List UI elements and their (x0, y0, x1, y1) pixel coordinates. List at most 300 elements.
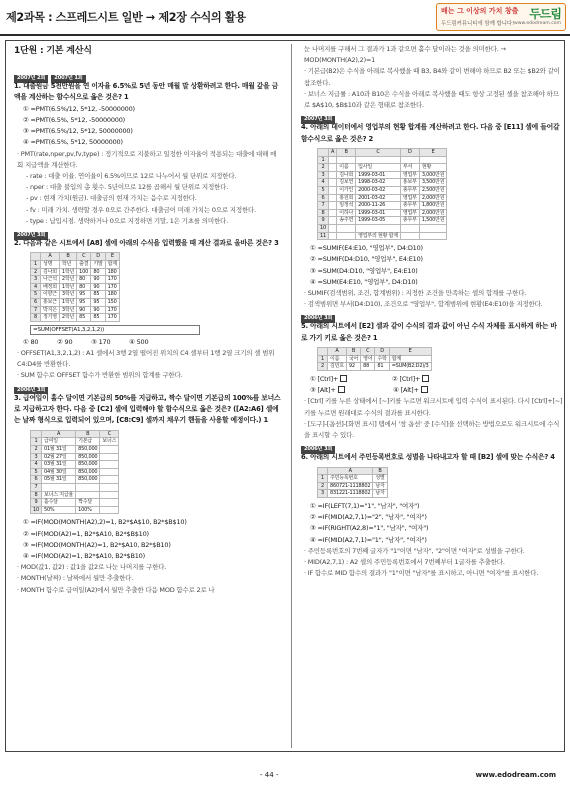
unit-title: 1단원 : 기본 계산식 (14, 46, 92, 56)
exam-tag: 2006년 3회 (301, 446, 335, 454)
explanation: · OFFSET(A1,3,2,1,2) : A1 셀에서 3행 2열 떨어진 위치의 C4 셀부터 1행 2열 크기의 셀 범위 C4:D4를 반환한다. (17, 349, 275, 369)
sheet-cell: 1,800만원 (419, 202, 447, 210)
sheet-cell: 831221-1118802 (328, 490, 373, 498)
column-header: E (389, 348, 431, 356)
sheet-cell: 850,000 (76, 476, 100, 484)
explanation: · SUM 함수로 OFFSET 함수가 반환한 범위의 합계를 구한다. (17, 371, 183, 380)
row-number: 3 (318, 490, 328, 498)
exam-tag: 2007년 2회 (14, 75, 48, 83)
sheet-cell (328, 209, 336, 217)
sheet-cell (328, 194, 336, 202)
sheet-row (31, 268, 120, 276)
column-header: C (361, 348, 375, 356)
column-header: B (76, 430, 100, 438)
row-number: 9 (318, 217, 329, 225)
row-number: 7 (31, 306, 41, 314)
explanation: 눈 나머지를 구해서 그 결과가 1과 같으면 홀수 달이라는 것을 의미한다. → MOD(MONTH(A2),2)=1 (304, 45, 506, 65)
sheet-cell: 95 (77, 291, 91, 299)
sheet-row (318, 187, 447, 195)
sheet-cell: 170 (105, 283, 119, 291)
row-number: 6 (31, 476, 42, 484)
sheet-cell: 배정희 (41, 283, 60, 291)
option: ① =IF(MOD(MONTH(A2),2)=1, B2*$A$10, B2*$B$10) (23, 518, 187, 527)
sheet-cell: 850,000 (76, 453, 100, 461)
explanation: · IF 함수로 MID 함수의 결과가 "1"이면 "남자"를 표시하고, 아니면 "여자"를 표시한다. (304, 569, 539, 578)
sheet-row (318, 232, 447, 240)
explanation: · SUMIF(검색범위, 조건, 합계범위) : 지정한 조건을 만족하는 셀의 합계를 구한다. (304, 288, 527, 297)
explanation: - type : 납입시점. 생략하거나 0으로 지정하면 기말, 1은 기초를 의미한다. (26, 216, 228, 225)
column-divider (291, 44, 292, 748)
sheet-cell: 2001-03-02 (356, 194, 401, 202)
formula-box: =SUM(OFFSET(A1,3,2,1,2)) (30, 325, 200, 335)
sheet-cell: 남자 (373, 490, 387, 498)
sheet-cell: 170 (105, 276, 119, 284)
option: ④ [Alt]+ (393, 386, 419, 395)
sheet-cell: 합계 (389, 355, 431, 363)
row-number: 8 (318, 209, 329, 217)
spreadsheet-table (317, 347, 432, 371)
sheet-row (31, 499, 119, 507)
sheet-header-row (31, 430, 119, 438)
column-header: C (356, 149, 401, 157)
sheet-cell: 2학년 (59, 276, 76, 284)
sheet-cell (100, 506, 119, 514)
brand-url: www.edodream.com (514, 21, 561, 26)
question-4: 4. 아래의 데이터에서 영업부의 현황 합계를 계산하려고 한다. 다음 중 [E11] 셀에 들어갈 함수식으로 옳은 것은? 2 (301, 123, 560, 143)
row-number: 9 (31, 499, 42, 507)
row-number: 2 (318, 482, 328, 490)
sheet-cell: 03월 31일 (41, 461, 75, 469)
explanation: · MOD(값1, 값2) : 값1을 값2로 나눈 나머지를 구한다. (17, 563, 167, 572)
row-number: 2 (318, 164, 329, 172)
column-header (31, 430, 42, 438)
sheet-cell (419, 232, 447, 240)
sheet-cell: 합계 (105, 261, 119, 269)
sheet-cell: 이향근 (41, 291, 60, 299)
sheet-cell: 홍보부 (400, 179, 419, 187)
sheet-cell (328, 224, 336, 232)
row-number: 3 (318, 171, 329, 179)
row-number: 4 (318, 179, 329, 187)
sheet-cell: 주민등록번호 (328, 475, 373, 483)
sheet-cell: 80 (77, 283, 91, 291)
row-number: 10 (31, 506, 42, 514)
sheet-row (31, 483, 119, 491)
sheet-header-row (318, 348, 432, 356)
spreadsheet-table (317, 148, 447, 240)
row-number: 1 (318, 475, 328, 483)
key-icon (421, 386, 428, 393)
option: ③ =PMT(6.5%/12, 5*12, 50000000) (23, 127, 133, 136)
column-header: E (419, 149, 447, 157)
option: ② =IF(MOD(A2)=1, B2*$A10, B2*$B$10) (23, 529, 149, 538)
sheet-cell: 2학년 (59, 314, 76, 322)
question-5: 5. 아래의 시트에서 [E2] 셀과 같이 수식의 결과 값이 아닌 수식 자체를 표시하게 하는 바로 가기 키로 옳은 것은? 1 (301, 322, 557, 342)
sheet-cell: 04월 30일 (41, 468, 75, 476)
sheet-row (318, 171, 447, 179)
sheet-cell (337, 156, 356, 164)
row-number: 2 (31, 446, 42, 454)
sheet-cell: 나근석 (41, 276, 60, 284)
option: ④ 500 (129, 337, 149, 346)
exam-tag: 2006년 3회 (14, 387, 48, 395)
sheet-cell: 100 (77, 268, 91, 276)
sheet-row (318, 363, 432, 371)
sheet-cell (328, 171, 336, 179)
column-header: C (100, 430, 119, 438)
explanation: · 보너스 지급률 : A10과 B10은 수식을 아래로 복사했을 때도 항상 고정된 셀을 참조해야 하므로 $A$10, $B$10과 같은 형태로 참조한다. (304, 89, 559, 110)
sheet-cell: 급여일 (41, 438, 75, 446)
option: ④ =SUM(E4:E10, "영업부", D4:D10) (310, 277, 418, 286)
sheet-cell: 총무부 (400, 187, 419, 195)
sheet-cell (100, 483, 119, 491)
sheet-row (318, 194, 447, 202)
option: ③ =SUM(D4:D10, "영업부", E4:E10) (310, 266, 418, 275)
left-column (14, 44, 282, 596)
key-icon (340, 375, 347, 382)
sheet-row (31, 506, 119, 514)
sheet-cell (328, 156, 336, 164)
sheet-cell: 김보연 (337, 179, 356, 187)
sheet-row (318, 202, 447, 210)
sheet-cell: 180 (105, 268, 119, 276)
column-header: A (328, 467, 373, 475)
option: ② =PMT(6.5%, 5*12, -50000000) (23, 116, 125, 125)
sheet-cell (328, 164, 336, 172)
sheet-cell: 01월 31일 (41, 446, 75, 454)
sheet-cell: 850,000 (76, 446, 100, 454)
option: ④ =IF(MOD(A2)=1, B2*$A10, B2*$B10) (23, 551, 145, 560)
row-number: 2 (31, 268, 41, 276)
sheet-cell: 영어 (361, 355, 375, 363)
exam-tag: 2007년 1회 (51, 75, 85, 83)
explanation: · 기본급(B2)은 수식을 아래로 복사했을 때 B3, B4와 같이 변해야 하므로 B2 또는 $B2와 같이 참조한다. (304, 67, 560, 87)
sheet-cell: 85 (91, 314, 105, 322)
sheet-cell: 남자 (373, 482, 387, 490)
sheet-row (318, 209, 447, 217)
sheet-cell: =SUM(B2:D2)/3 (389, 363, 431, 371)
sheet-cell: 영업부 (400, 171, 419, 179)
question-1: 1. 대출원금 5천만원을 연 이자율 6.5%로 5년 동안 매월 말 상환하려고 한다. 매월 갚을 금액을 계산하는 함수식으로 옳은 것은? 1 (14, 82, 279, 102)
sheet-cell: 90 (77, 306, 91, 314)
option: ② =SUMIF(D4:D10, "영업부", E4:E10) (310, 255, 423, 264)
exam-tag: 2007년 3회 (301, 116, 335, 124)
row-number: 1 (31, 438, 42, 446)
column-header: C (77, 253, 91, 261)
option: ② =IF(MID(A2,7,1)="2", "남자", "여자") (310, 513, 427, 522)
sheet-row (318, 355, 432, 363)
sheet-cell: 홍보근 (41, 299, 60, 307)
sheet-cell: 150 (105, 299, 119, 307)
sheet-cell: 2,500만원 (419, 187, 447, 195)
sheet-cell: 50% (41, 506, 75, 514)
spreadsheet-table (30, 430, 119, 515)
sheet-row (318, 164, 447, 172)
sheet-cell: 영업부의 현황 합계 (356, 232, 401, 240)
sheet-cell: 81 (375, 363, 389, 371)
sheet-cell (328, 179, 336, 187)
sheet-cell (100, 461, 119, 469)
option: ③ =IF(MOD(MONTH(A2)=1, B2*$A10, B2*$B10) (23, 540, 171, 549)
sheet-cell: 이하나 (337, 209, 356, 217)
sheet-row (318, 217, 447, 225)
sheet-cell (328, 202, 336, 210)
row-number: 2 (318, 363, 328, 371)
sheet-cell: 김나희 (337, 171, 356, 179)
exam-tag: 2007년 3회 (14, 232, 48, 240)
explanation: - nper : 대출 불입의 총 횟수. 5년이므로 12를 곱해서 월 단위로 지정한다. (26, 183, 229, 192)
sheet-cell: 김나희 (41, 268, 60, 276)
sheet-cell: 1학년 (59, 268, 76, 276)
sheet-cell: 90 (91, 276, 105, 284)
sheet-cell: 92 (346, 363, 360, 371)
explanation: · 주민등록번호의 7번째 글자가 "1"이면 "남자", "2"이면 "여자"로 성별을 구한다. (304, 546, 525, 555)
sheet-cell: 수학 (375, 355, 389, 363)
sheet-cell: 850,000 (76, 468, 100, 476)
explanation: · MONTH(날짜) : 날짜에서 월만 추출한다. (17, 574, 134, 583)
sheet-cell: 짝수달 (76, 499, 100, 507)
footer-site: www.edodream.com (475, 771, 556, 779)
sheet-cell: 860721-1118802 (328, 482, 373, 490)
option-row (301, 374, 563, 385)
sheet-cell: 1학년 (59, 299, 76, 307)
sheet-cell: 이가인 (337, 187, 356, 195)
row-number: 1 (31, 261, 41, 269)
sheet-cell: 100% (76, 506, 100, 514)
sheet-cell: 90 (91, 306, 105, 314)
exam-tag: 2006년 3회 (301, 315, 335, 323)
right-column (301, 44, 563, 579)
sheet-cell (100, 491, 119, 499)
option: ④ =IF(MID(A2,7,1)="1", "남자", "여자") (310, 535, 427, 544)
sheet-cell: 88 (361, 363, 375, 371)
column-header (31, 253, 41, 261)
sheet-header-row (318, 149, 447, 157)
sheet-cell (100, 476, 119, 484)
sheet-cell: 3학년 (59, 291, 76, 299)
row-number: 7 (318, 202, 329, 210)
option-row (14, 337, 282, 348)
sheet-cell: 1,500만원 (419, 217, 447, 225)
option: ② 90 (57, 337, 73, 346)
brand-slogan: 배는 그 이상의 가치 창출 (441, 7, 519, 15)
sheet-cell: 2,000만원 (419, 209, 447, 217)
row-number: 8 (31, 491, 42, 499)
row-number: 5 (318, 187, 329, 195)
column-header: E (105, 253, 119, 261)
sheet-cell: 보너스 (100, 438, 119, 446)
sheet-cell: 김민호 (328, 363, 347, 371)
sheet-row (318, 475, 388, 483)
sheet-cell: 성명 (41, 261, 60, 269)
key-icon (422, 375, 429, 382)
key-icon (338, 386, 345, 393)
sheet-cell: 부서 (400, 164, 419, 172)
sheet-cell (100, 453, 119, 461)
sheet-row (318, 224, 447, 232)
sheet-cell (400, 224, 419, 232)
sheet-cell: 1999-03-01 (356, 209, 401, 217)
question-3: 3. 급여일이 홀수 달이면 기본급의 50%를 지급하고, 짝수 달이면 기본급의 100%를 보너스로 지급하고자 한다. 다음 중 [C2] 셀에 입력해야 할 함수식으로 옳은 것은? ([A2:A6] 셀에는 날짜 형식으로 입력되어 있으며, [C8:C9] 셀까지 채우기 핸들을 사용할 예정이다.) 1 (14, 393, 281, 425)
option-row (301, 385, 563, 396)
row-number: 6 (318, 194, 329, 202)
sheet-cell: 2000-11-26 (356, 202, 401, 210)
sheet-cell: 3,000만원 (419, 171, 447, 179)
column-header (318, 348, 328, 356)
sheet-cell: 총무부 (400, 202, 419, 210)
sheet-row (31, 461, 119, 469)
explanation: · MONTH 함수로 급여일(A2)에서 월만 추출한 다음 MOD 함수로 2로 나 (17, 585, 215, 594)
spreadsheet-table (317, 467, 388, 498)
row-number: 5 (31, 291, 41, 299)
sheet-cell (337, 232, 356, 240)
sheet-row (318, 482, 388, 490)
page-header (0, 0, 570, 36)
row-number: 8 (31, 314, 41, 322)
sheet-cell: 3,500만원 (419, 179, 447, 187)
sheet-cell: 95 (77, 299, 91, 307)
sheet-cell: 95 (91, 299, 105, 307)
sheet-cell: 학년 (59, 261, 76, 269)
sheet-cell: 보너스 지급율 (41, 491, 75, 499)
sheet-cell: 기말 (91, 261, 105, 269)
row-number: 7 (31, 483, 42, 491)
row-number: 4 (31, 283, 41, 291)
explanation: · 검색범위면 부서(D4:D10), 조건으로 "영업부", 합계범위에 현황(E4:E10)을 지정한다. (304, 300, 543, 309)
sheet-header-row (31, 253, 120, 261)
sheet-row (31, 291, 120, 299)
sheet-cell: 2,000만원 (419, 194, 447, 202)
sheet-cell: 180 (105, 291, 119, 299)
option: ① 80 (23, 337, 39, 346)
page-footer (0, 771, 570, 783)
sheet-header-row (318, 467, 388, 475)
option: ① =IF(LEFT(7,1)="1", "남자", "여자") (310, 501, 420, 510)
sheet-cell (328, 187, 336, 195)
sheet-cell: 05월 31일 (41, 476, 75, 484)
sheet-cell (328, 232, 336, 240)
sheet-cell: 이름 (328, 355, 347, 363)
column-header (318, 149, 329, 157)
row-number: 3 (31, 276, 41, 284)
question-6: 6. 아래의 시트에서 주민등록번호로 성별을 나타내고자 할 때 [B2] 셀에 맞는 수식은? 4 (301, 453, 555, 462)
column-header (318, 467, 328, 475)
option: ① =PMT(6.5%/12, 5*12, -50000000) (23, 104, 135, 113)
sheet-row (31, 446, 119, 454)
sheet-row (31, 476, 119, 484)
column-header: A (328, 149, 336, 157)
spreadsheet-table (30, 252, 120, 321)
sheet-row (31, 306, 120, 314)
option: ① =SUMIF(E4:E10, "영업부", D4:D10) (310, 244, 423, 253)
sheet-cell (356, 224, 401, 232)
column-header: B (373, 467, 387, 475)
sheet-cell: 850,000 (76, 461, 100, 469)
chapter-title: 제2과목 : 스프레드시트 일반 → 제2장 수식의 활용 (6, 11, 246, 24)
sheet-cell (41, 483, 75, 491)
sheet-cell: 80 (77, 276, 91, 284)
sheet-row (31, 468, 119, 476)
row-number: 3 (31, 453, 42, 461)
sheet-cell (419, 156, 447, 164)
sheet-cell: 임정석 (337, 202, 356, 210)
sheet-cell: 총무부 (400, 217, 419, 225)
option: ③ [Alt]+ (310, 386, 336, 395)
row-number: 11 (318, 232, 329, 240)
explanation: - rate : 대출 이율. 연이율이 6.5%이므로 12로 나누어서 월 단위로 지정한다. (26, 172, 237, 181)
column-header: B (337, 149, 356, 157)
sheet-cell: 170 (105, 306, 119, 314)
column-header: B (59, 253, 76, 261)
sheet-row (318, 156, 447, 164)
sheet-cell (100, 499, 119, 507)
option: ① [Ctrl]+ (310, 374, 339, 383)
row-number: 6 (31, 299, 41, 307)
sheet-cell: 영업부 (400, 194, 419, 202)
sheet-row (31, 261, 120, 269)
sheet-cell: 영업부 (400, 209, 419, 217)
explanation: · [도구]-[옵션]-[화면 표시] 탭에서 '창 옵션' 중 [수식]을 선택하는 방법으로도 워크시트에 수식을 표시할 수 있다. (304, 419, 560, 439)
sheet-cell: 3학년 (59, 306, 76, 314)
sheet-cell: 홍원희 (337, 194, 356, 202)
sheet-row (31, 314, 120, 322)
sheet-cell (337, 224, 356, 232)
sheet-cell: 국어 (346, 355, 360, 363)
sheet-cell (400, 232, 419, 240)
column-header: D (400, 149, 419, 157)
page-number: - 44 - (260, 771, 279, 779)
sheet-cell: 02월 27일 (41, 453, 75, 461)
sheet-row (31, 299, 120, 307)
explanation: · MID(A2,7,1) : A2 셀의 주민등록번호에서 7번째부터 1글자를 추출한다. (304, 557, 505, 566)
column-header: B (346, 348, 360, 356)
sheet-cell: 기본급 (76, 438, 100, 446)
row-number: 10 (318, 224, 329, 232)
sheet-cell: 1998-03-02 (356, 179, 401, 187)
column-header: A (41, 253, 60, 261)
sheet-cell: 1999-03-05 (356, 217, 401, 225)
sheet-cell (419, 224, 447, 232)
sheet-cell: 홀수달 (41, 499, 75, 507)
brand-banner (436, 3, 566, 31)
row-number: 5 (31, 468, 42, 476)
sheet-cell: 90 (91, 283, 105, 291)
column-header: A (41, 430, 75, 438)
row-number: 1 (318, 156, 329, 164)
sheet-cell (400, 156, 419, 164)
sheet-cell: 1999-03-01 (356, 171, 401, 179)
brand-logo: 두드림 (529, 7, 561, 21)
sheet-cell: 2000-03-02 (356, 187, 401, 195)
sheet-cell (356, 156, 401, 164)
sheet-row (31, 453, 119, 461)
sheet-cell: 1학년 (59, 283, 76, 291)
sheet-cell: 정기영 (41, 314, 60, 322)
sheet-cell (76, 491, 100, 499)
sheet-cell: 85 (77, 314, 91, 322)
sheet-row (31, 438, 119, 446)
brand-tagline: 두드림커뮤니티에 함께 합니다! (441, 21, 515, 27)
option: ② [Ctrl]+ (391, 374, 421, 383)
sheet-cell: 현황 (419, 164, 447, 172)
sheet-cell: 85 (91, 291, 105, 299)
explanation: - pv : 현재 가치(원금). 대출금의 현재 가치는 음수로 지정한다. (26, 194, 197, 203)
option: ④ =PMT(6.5%, 5*12, 50000000) (23, 138, 123, 147)
column-header: A (328, 348, 347, 356)
explanation: · PMT(rate,nper,pv,fv,type) : 정기적으로 지불하고 일정한 이자율이 적용되는 대출에 대해 매회 지급액을 계산한다. (17, 149, 277, 169)
row-number: 4 (31, 461, 42, 469)
sheet-row (31, 283, 120, 291)
